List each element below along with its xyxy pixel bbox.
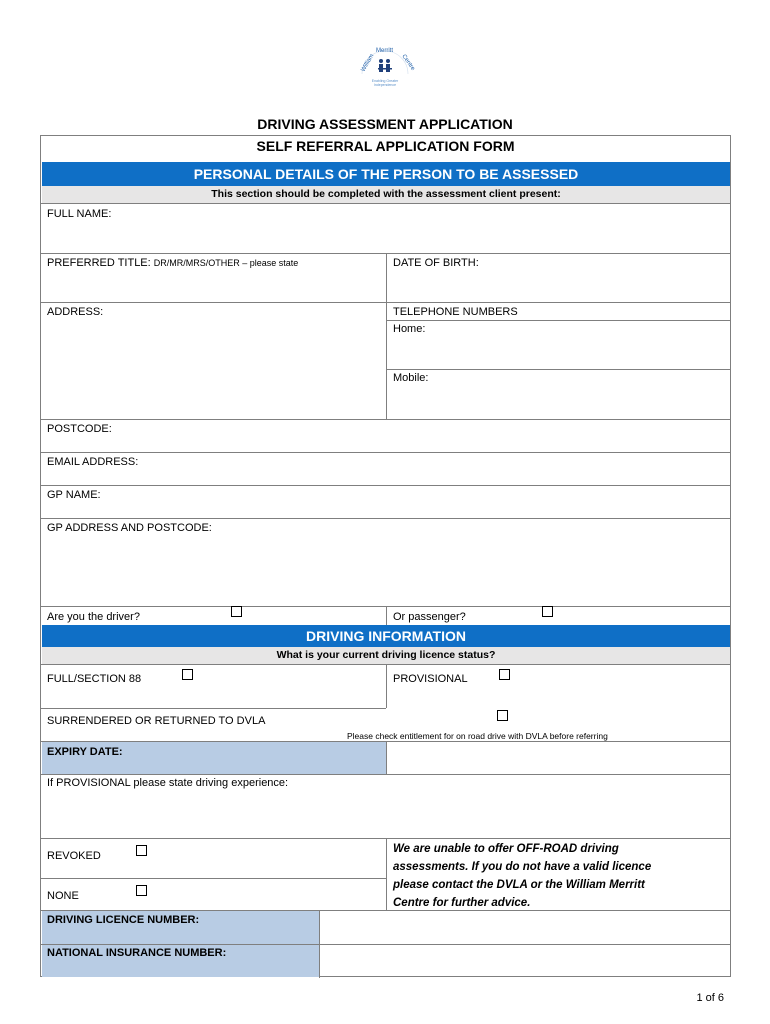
- driver-label: Are you the driver?: [47, 611, 140, 623]
- revoked-checkbox[interactable]: [136, 845, 147, 856]
- personal-details-header: PERSONAL DETAILS OF THE PERSON TO BE ASSESSED: [42, 162, 730, 186]
- personal-details-subheader: This section should be completed with the assessment client present:: [42, 186, 730, 203]
- passenger-label: Or passenger?: [393, 611, 466, 623]
- passenger-checkbox[interactable]: [542, 606, 553, 617]
- driver-checkbox[interactable]: [231, 606, 242, 617]
- provisional-checkbox[interactable]: [499, 669, 510, 680]
- email-label: EMAIL ADDRESS:: [47, 456, 139, 468]
- svg-text:Enabling Greater: Enabling Greater: [371, 79, 399, 83]
- svg-text:William: William: [360, 53, 376, 73]
- mobile-phone-label: Mobile:: [393, 372, 429, 384]
- revoked-label: REVOKED: [47, 850, 101, 862]
- page-number: 1 of 6: [696, 992, 724, 1004]
- preferred-title-hint: DR/MR/MRS/OTHER – please state: [153, 258, 299, 268]
- full-licence-checkbox[interactable]: [182, 669, 193, 680]
- surrendered-checkbox[interactable]: [497, 710, 508, 721]
- postcode-label: POSTCODE:: [47, 423, 112, 435]
- provisional-label: PROVISIONAL: [393, 673, 468, 685]
- gp-address-label: GP ADDRESS AND POSTCODE:: [47, 522, 212, 534]
- ni-number-label: NATIONAL INSURANCE NUMBER:: [47, 947, 227, 959]
- surrendered-label: SURRENDERED OR RETURNED TO DVLA: [47, 715, 266, 727]
- dvla-check-note: Please check entitlement for on road drive with DVLA before referring: [347, 731, 608, 741]
- svg-text:Independence: Independence: [373, 83, 397, 87]
- dob-label: DATE OF BIRTH:: [393, 257, 479, 269]
- none-label: NONE: [47, 890, 79, 902]
- provisional-experience-label: If PROVISIONAL please state driving experience:: [47, 777, 289, 789]
- licence-number-label: DRIVING LICENCE NUMBER:: [47, 914, 200, 926]
- home-phone-label: Home:: [393, 323, 426, 335]
- gp-name-label: GP NAME:: [47, 489, 101, 501]
- driving-info-subheader: What is your current driving licence status?: [42, 647, 730, 664]
- application-form: [40, 135, 731, 977]
- telephone-label: TELEPHONE NUMBERS: [393, 306, 518, 318]
- preferred-title-label: PREFERRED TITLE: DR/MR/MRS/OTHER – please state: [47, 257, 299, 269]
- full-name-label: FULL NAME:: [47, 208, 112, 220]
- form-title: DRIVING ASSESSMENT APPLICATION: [257, 116, 513, 132]
- svg-text:Merritt: Merritt: [376, 48, 393, 54]
- william-merritt-logo: [352, 46, 418, 96]
- expiry-date-label: EXPIRY DATE:: [47, 746, 123, 758]
- offroad-note: We are unable to offer OFF-ROAD driving assessments. If you do not have a valid licence please contact the DVLA or the William Merritt Centre for further advice.: [393, 843, 652, 909]
- form-subtitle: SELF REFERRAL APPLICATION FORM: [256, 138, 515, 154]
- address-label: ADDRESS:: [47, 306, 104, 318]
- none-checkbox[interactable]: [136, 885, 147, 896]
- driving-info-header: DRIVING INFORMATION: [42, 625, 730, 647]
- full-licence-label: FULL/SECTION 88: [47, 673, 142, 685]
- svg-text:Centre: Centre: [400, 53, 416, 72]
